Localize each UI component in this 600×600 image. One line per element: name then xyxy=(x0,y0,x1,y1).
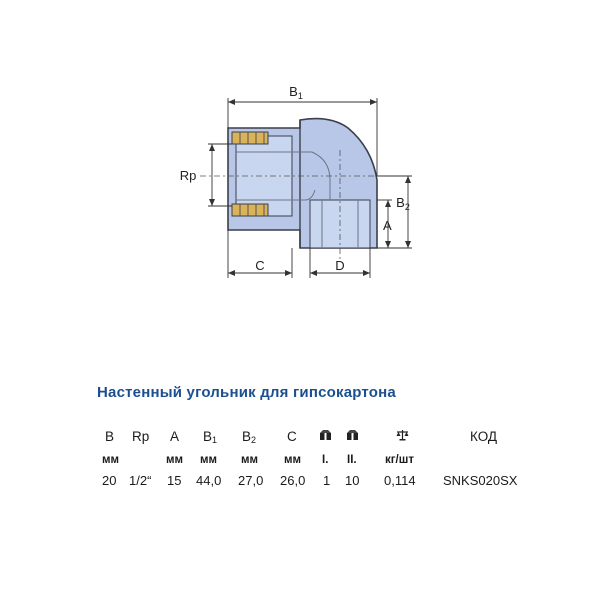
unit-b: мм xyxy=(102,454,120,466)
dim-label-c: C xyxy=(255,258,265,273)
col-header-b1: $B_1$ xyxy=(203,429,218,445)
col-header-b: B xyxy=(105,429,115,444)
unit-b1: мм xyxy=(200,454,218,466)
unit-b2: мм xyxy=(241,454,259,466)
dim-label-b2: $B_2$ xyxy=(396,195,410,212)
unit-pack1: I. xyxy=(322,454,329,466)
dim-label-d: D xyxy=(335,258,345,273)
value-b1: 44,0 xyxy=(196,473,222,488)
dim-label-a: A xyxy=(383,218,392,233)
value-pack1: 1 xyxy=(323,473,331,488)
value-rp: 1/2“ xyxy=(129,473,152,488)
col-header-b2: $B_2$ xyxy=(242,429,257,445)
value-b: 20 xyxy=(102,473,117,488)
value-a: 15 xyxy=(167,473,182,488)
thread-ring-bottom xyxy=(232,204,268,216)
product-title: Настенный угольник для гипсокартона xyxy=(97,384,396,401)
package-icon xyxy=(346,429,359,444)
dim-label-b1: $B_1$ xyxy=(289,84,303,101)
value-code: SNKS020SX xyxy=(443,473,518,488)
col-header-rp: Rp xyxy=(132,429,150,444)
unit-weight: кг/шт xyxy=(385,454,414,466)
col-header-c: C xyxy=(287,429,297,444)
unit-a: мм xyxy=(166,454,184,466)
dim-label-rp: Rp xyxy=(179,168,197,183)
unit-pack2: II. xyxy=(347,454,357,466)
value-c: 26,0 xyxy=(280,473,306,488)
value-b2: 27,0 xyxy=(238,473,264,488)
scale-icon xyxy=(396,429,409,444)
unit-c: мм xyxy=(284,454,302,466)
value-pack2: 10 xyxy=(345,473,360,488)
fitting-body xyxy=(228,119,377,248)
thread-ring-top xyxy=(232,132,268,144)
package-icon xyxy=(319,429,332,444)
col-header-a: A xyxy=(170,429,180,444)
col-header-code: КОД xyxy=(470,429,498,444)
value-weight: 0,114 xyxy=(384,473,416,488)
